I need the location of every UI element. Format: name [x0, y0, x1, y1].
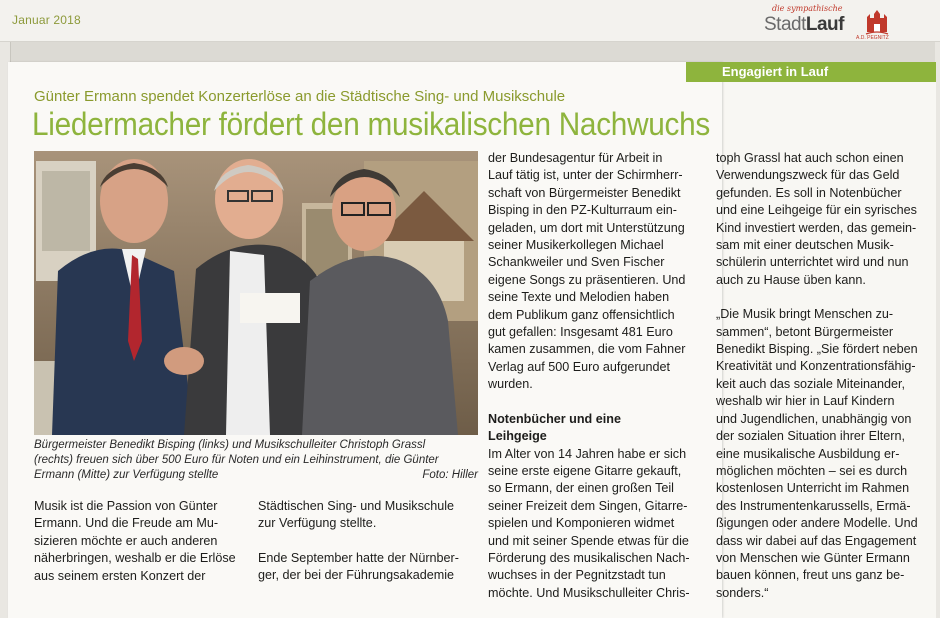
text-line: möchte. Und Musikschulleiter Chris-: [488, 585, 690, 600]
text-line: möglichen möchten – sei es durch: [716, 463, 908, 478]
text-line: schülerin unterrichtet wird und nun: [716, 255, 909, 270]
text-line: Schankweiler und Sven Fischer: [488, 255, 665, 270]
town-crest-icon: [864, 8, 890, 36]
text-line: und mit seiner Spende etwas für die: [488, 533, 689, 548]
text-line: Kreativität und Konzentrationsfähig-: [716, 359, 916, 374]
caption-line: Bürgermeister Benedikt Bisping (links) und Musikschulleiter Christoph Grassl: [34, 439, 426, 451]
issue-month: Januar 2018: [12, 13, 81, 27]
text-line: „Die Musik bringt Menschen zu-: [716, 307, 894, 322]
text-line: so Ermann, der einen großen Teil: [488, 481, 674, 496]
text-line: der sozialen Situation ihrer Eltern,: [716, 429, 906, 444]
text-line: aus seinem ersten Konzert der: [34, 568, 206, 583]
text-line: seiner Musikerkollegen Michael: [488, 238, 664, 253]
text-line: seiner Freizeit dem Singen, Gitarre-: [488, 498, 688, 513]
paragraph: [716, 150, 930, 289]
subheading-line: Notenbücher und eine: [488, 411, 621, 426]
paragraph: [716, 306, 930, 602]
text-line: wuchses in der Pegnitzstadt tun: [488, 568, 666, 583]
text-line: Städtischen Sing- und Musikschule: [258, 499, 455, 513]
text-line: ger, der bei der Führungsakademie: [258, 568, 455, 583]
text-line: schaft von Bürgermeister Benedikt: [488, 185, 681, 200]
caption-line: Ermann (Mitte) zur Verfügung stellte: [34, 469, 219, 481]
text-column-3: [488, 150, 702, 618]
text-line: dass wir dabei auf das Engagement: [716, 533, 917, 548]
section-tab: Engagiert in Lauf: [686, 62, 936, 82]
page-header: [0, 0, 940, 42]
text-line: Verlag auf 500 Euro aufgerundet: [488, 359, 671, 374]
text-line: Im Alter von 14 Jahren habe er sich: [488, 446, 687, 461]
text-line: und eine Leihgeige für ein syrisches: [716, 203, 917, 218]
text-line: Bisping in den PZ-Kulturraum ein-: [488, 203, 677, 218]
article-photo: [34, 151, 478, 435]
text-line: kostenlosen Unterricht im Rahmen: [716, 481, 910, 496]
photo-credit: Foto: Hiller: [422, 469, 478, 481]
text-line: sam mit einer deutschen Musik-: [716, 238, 894, 253]
text-line: sammen“, betont Bürgermeister: [716, 324, 894, 339]
text-line: dem Publikum ganz offensichtlich: [488, 307, 675, 322]
text-line: der Bundesagentur für Arbeit in: [488, 151, 663, 165]
paragraph: [488, 446, 702, 603]
text-line: sizieren möchte er auch anderen: [34, 533, 218, 548]
text-line: Förderung des musikalischen Nach-: [488, 550, 690, 565]
text-line: Ermann. Und die Freude am Mu-: [34, 516, 219, 531]
text-column-1: [34, 498, 238, 602]
logo-wordmark: [764, 14, 844, 36]
text-line: seine Texte und Melodien haben: [488, 290, 670, 305]
subheading-line: Leihgeige: [488, 429, 547, 444]
paragraph: [488, 150, 702, 394]
logo-tagline: die sympathische: [772, 4, 843, 13]
text-line: eigene Songs zu präsentieren. Und: [488, 272, 686, 287]
text-column-2: [258, 498, 478, 602]
text-column-4: [716, 150, 930, 618]
text-line: eine musikalische Ausbildung er-: [716, 446, 900, 461]
text-line: von Menschen wie Günter Ermann: [716, 550, 910, 565]
photo-illustration: [34, 151, 478, 435]
text-line: kamen zusammen, die vom Fahner: [488, 342, 686, 357]
caption-line: (rechts) freuen sich über 500 Euro für Noten und ein Leihinstrument, die Günter: [34, 454, 439, 466]
logo-stadt: Stadt: [764, 14, 806, 35]
text-line: des Instrumentenkarussells, Ermä-: [716, 498, 911, 513]
text-line: Verwendungszweck für das Geld: [716, 168, 900, 183]
text-line: Musik ist die Passion von Günter: [34, 499, 218, 513]
text-line: gut gefallen: Insgesamt 481 Euro: [488, 325, 673, 340]
text-line: Lauf tätig ist, unter der Schirmherr-: [488, 168, 683, 183]
text-line: auch zu Hause üben kann.: [716, 272, 866, 287]
text-line: Ende September hatte der Nürnber-: [258, 550, 459, 565]
paragraph: [258, 498, 478, 533]
text-line: keit auch das soziale Miteinander,: [716, 376, 906, 391]
text-line: näherbringen, weshalb er die Erlöse: [34, 551, 236, 566]
text-line: weshalb wir hier in Lauf Kindern: [716, 394, 895, 409]
text-line: gefunden. Es soll in Notenbücher: [716, 185, 902, 200]
text-line: geladen, um dort mit Unterstützung: [488, 220, 685, 235]
article-headline: Liedermacher fördert den musikalischen Nachwuchs: [32, 106, 711, 142]
text-line: bauen können, freut uns ganz be-: [716, 568, 905, 583]
text-line: ßigungen oder andere Modelle. Und: [716, 516, 918, 531]
text-line: seine erste eigene Gitarre gekauft,: [488, 463, 682, 478]
text-line: Kind investiert werden, das gemein-: [716, 220, 917, 235]
text-line: spielen und Komponieren widmet: [488, 516, 675, 531]
paragraph: [34, 498, 238, 585]
logo-lauf: Lauf: [805, 14, 844, 35]
logo-subtitle: A.D. PEGNITZ: [856, 35, 889, 41]
photo-caption: [34, 438, 478, 483]
text-line: wurden.: [488, 377, 533, 392]
text-line: toph Grassl hat auch schon einen: [716, 151, 904, 165]
paragraph: [258, 550, 478, 585]
stadt-lauf-logo: [760, 4, 892, 44]
article-kicker: Günter Ermann spendet Konzerterlöse an die Städtische Sing- und Musikschule: [34, 88, 566, 105]
text-line: zur Verfügung stellte.: [258, 516, 377, 531]
subheading: [488, 411, 702, 446]
text-line: Benedikt Bisping. „Sie fördert neben: [716, 342, 918, 357]
text-line: und Jugendlichen, unabhängig von: [716, 411, 912, 426]
text-line: sonders.“: [716, 585, 769, 600]
